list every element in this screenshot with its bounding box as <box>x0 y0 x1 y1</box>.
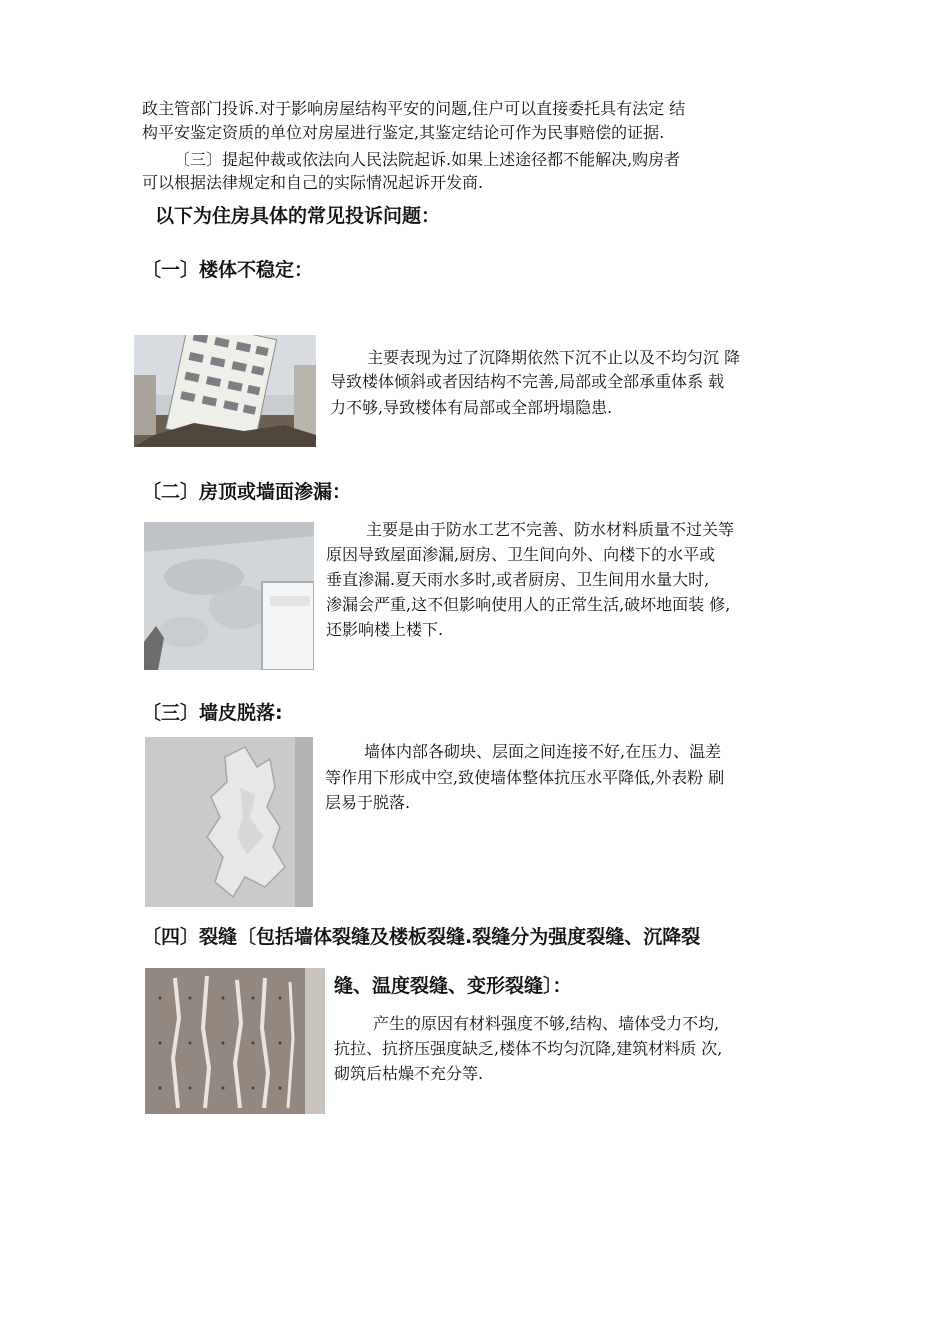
section-2-heading: 〔二〕房顶或墙面渗漏： <box>142 481 352 503</box>
section-1-heading: 〔一〕楼体不稳定： <box>142 259 314 281</box>
section-1-line-1: 主要表现为过了沉降期依然下沉不止以及不均匀沉 降 <box>367 348 741 367</box>
tilted-building-photo <box>134 335 316 447</box>
section-1-line-3: 力不够,导致楼体有局部或全部坍塌隐患. <box>330 398 613 417</box>
intro-line-2: 构平安鉴定资质的单位对房屋进行鉴定,其鉴定结论可作为民事赔偿的证据. <box>142 123 665 142</box>
peeling-wall-photo <box>145 737 313 907</box>
intro-line-4: 可以根据法律规定和自己的实际情况起诉开发商. <box>142 173 484 192</box>
section-2-line-1: 主要是由于防水工艺不完善、防水材料质量不过关等 <box>366 520 735 539</box>
section-3-line-3: 层易于脱落. <box>325 793 411 812</box>
intro-line-1: 政主管部门投诉.对于影响房屋结构平安的问题,住户可以直接委托具有法定 结 <box>142 99 686 118</box>
section-3-line-1: 墙体内部各砌块、层面之间连接不好,在压力、温差 <box>364 742 722 761</box>
wall-leak-photo <box>144 522 314 670</box>
section-2-line-3: 垂直渗漏.夏天雨水多时,或者厨房、卫生间用水量大时, <box>326 570 710 589</box>
section-3-line-2: 等作用下形成中空,致使墙体整体抗压水平降低,外表粉 刷 <box>325 768 725 787</box>
section-2-line-5: 还影响楼上楼下. <box>326 620 444 639</box>
section-2-line-2: 原因导致屋面渗漏,厨房、卫生间向外、向楼下的水平或 <box>326 545 716 564</box>
section-4-line-2: 抗拉、抗挤压强度缺乏,楼体不均匀沉降,建筑材料质 次, <box>334 1039 723 1058</box>
wall-cracks-photo <box>145 968 325 1114</box>
intro-line-3: 〔三〕提起仲裁或依法向人民法院起诉.如果上述途径都不能解决,购房者 <box>174 150 681 169</box>
main-heading: 以下为住房具体的常见投诉问题： <box>155 205 441 227</box>
section-2-line-4: 渗漏会严重,这不但影响使用人的正常生活,破坏地面装 修, <box>326 595 731 614</box>
section-3-heading: 〔三〕墙皮脱落: <box>142 702 283 724</box>
section-4-line-1: 产生的原因有材料强度不够,结构、墙体受力不均, <box>373 1014 720 1033</box>
section-1-line-2: 导致楼体倾斜或者因结构不完善,局部或全部承重体系 载 <box>330 372 725 391</box>
section-4-heading-line-2: 缝、温度裂缝、变形裂缝〕： <box>334 975 572 997</box>
section-4-line-3: 砌筑后枯燥不充分等. <box>334 1064 484 1083</box>
section-4-heading-line-1: 〔四〕裂缝〔包括墙体裂缝及楼板裂缝.裂缝分为强度裂缝、沉降裂 <box>142 926 701 948</box>
